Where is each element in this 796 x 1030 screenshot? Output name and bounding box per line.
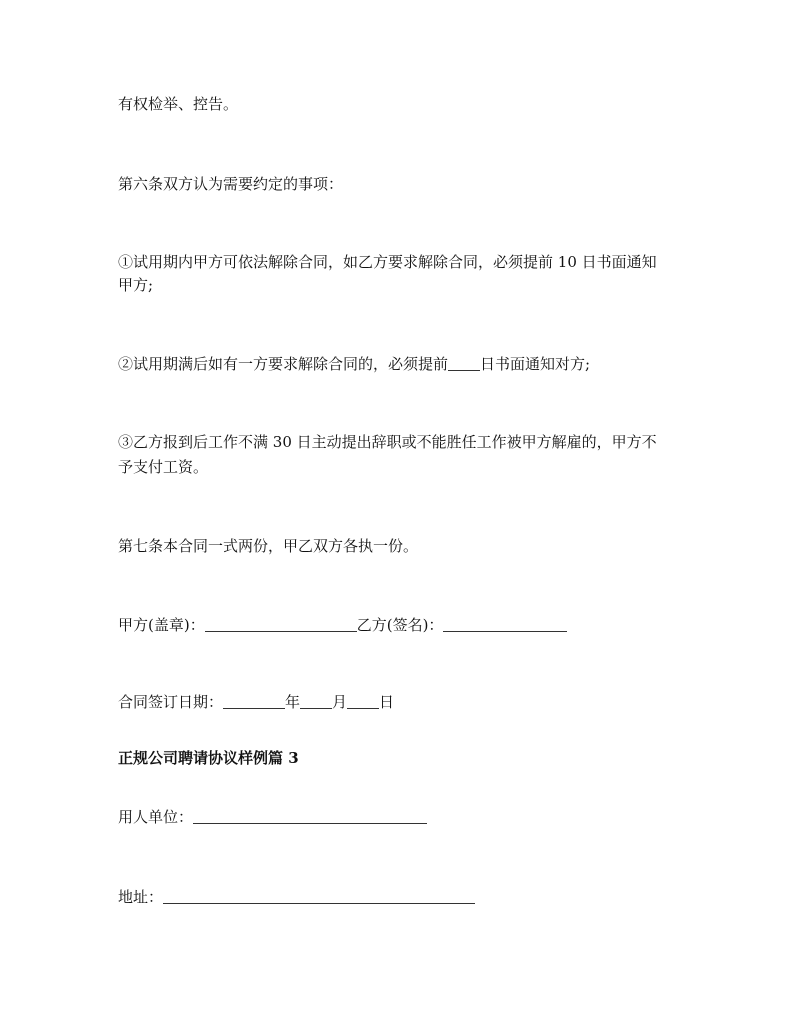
notice-days-blank[interactable] <box>448 354 480 371</box>
paragraph-text: ①试用期内甲方可依法解除合同，如乙方要求解除合同，必须提前 10 日书面通知 <box>118 253 657 271</box>
party-b-label: 乙方(签名)： <box>356 616 444 634</box>
employer-label: 用人单位： <box>118 808 194 826</box>
year-blank[interactable] <box>223 692 285 709</box>
signature-line <box>118 613 678 638</box>
address-line <box>118 885 678 910</box>
item-3-line-1 <box>118 430 678 455</box>
paragraph-report-rights <box>118 92 678 117</box>
paragraph-text: 第七条本合同一式两份，甲乙双方各执一份。 <box>118 537 419 555</box>
day-label: 日 <box>379 693 395 711</box>
article-six-heading <box>118 172 678 197</box>
item-1-line-2 <box>118 273 678 298</box>
paragraph-text: 甲方; <box>118 276 154 294</box>
paragraph-text: ②试用期满后如有一方要求解除合同的，必须提前 <box>118 355 449 373</box>
address-blank[interactable] <box>163 887 475 904</box>
address-label: 地址： <box>118 888 164 906</box>
item-1-line-1 <box>118 250 678 275</box>
party-a-signature-blank[interactable] <box>205 615 357 632</box>
paragraph-text: 予支付工资。 <box>118 458 209 476</box>
section-heading <box>118 746 678 771</box>
party-b-signature-blank[interactable] <box>443 615 567 632</box>
month-label: 月 <box>332 693 348 711</box>
heading-text: 正规公司聘请协议样例篇 3 <box>118 749 299 767</box>
date-label: 合同签订日期： <box>118 693 224 711</box>
item-3-line-2 <box>118 455 678 480</box>
item-2 <box>118 352 678 377</box>
paragraph-text: 第六条双方认为需要约定的事项： <box>118 175 344 193</box>
employer-line <box>118 805 678 830</box>
article-seven <box>118 534 678 559</box>
contract-date-line <box>118 690 678 715</box>
month-blank[interactable] <box>300 692 332 709</box>
employer-blank[interactable] <box>193 807 427 824</box>
party-a-label: 甲方(盖章)： <box>118 616 205 634</box>
year-label: 年 <box>285 693 301 711</box>
paragraph-text: ③乙方报到后工作不满 30 日主动提出辞职或不能胜任工作被甲方解雇的，甲方不 <box>118 433 657 451</box>
day-blank[interactable] <box>347 692 379 709</box>
paragraph-text: 有权检举、控告。 <box>118 95 239 113</box>
paragraph-text: 日书面通知对方; <box>480 355 591 373</box>
